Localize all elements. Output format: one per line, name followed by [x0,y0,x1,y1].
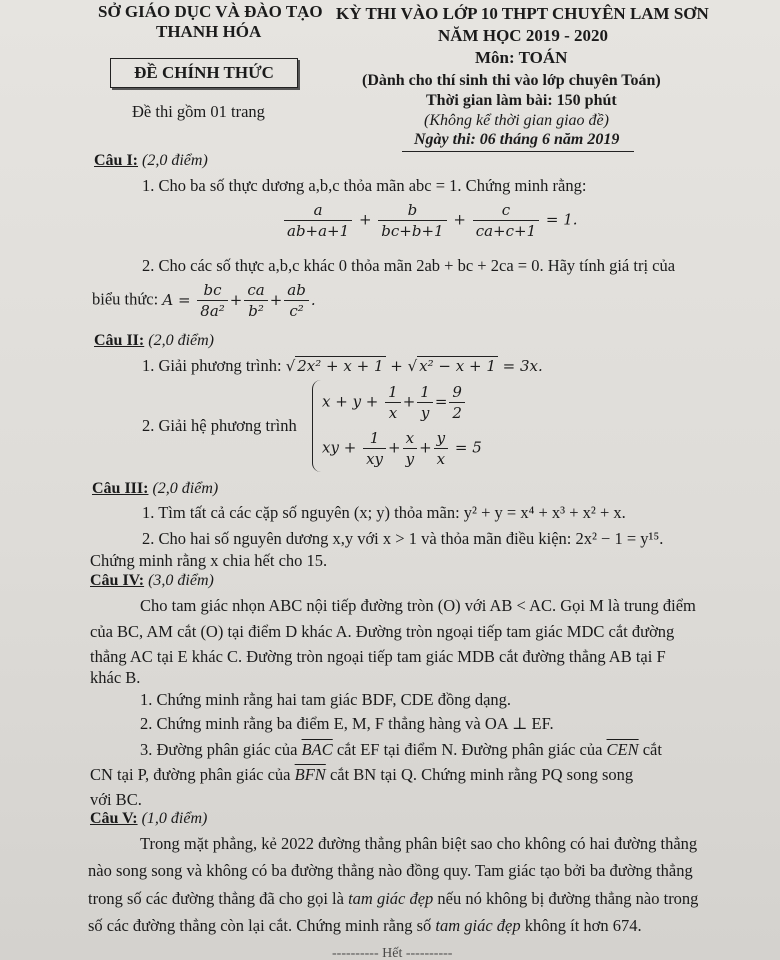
q1-part2: 2. Cho các số thực a,b,c khác 0 thỏa mãn 2ab + bc + 2ca = 0. Hãy tính giá trị của [142,256,676,275]
q5-line4 [88,916,642,936]
q1-fraction-3 [473,200,539,241]
q4-p3-e: cắt BN tại Q. Chứng minh rằng PQ song song [329,765,634,784]
q2-s1-f2-num: 1 [417,382,433,403]
q1-e1-den: 8a² [200,302,225,320]
q1-expression [92,280,316,321]
subject [475,48,567,68]
q1-f2-num: b [378,200,446,221]
q5-heading [90,810,207,828]
q2-s2-f3-den: x [436,450,446,468]
q3-title: Câu III: [92,480,149,497]
q3-part2-cont: Chứng minh rằng x chia hết cho 15. [90,551,328,570]
angle-cen: $\overline{CEN}$ [606,740,639,759]
q5-line2: nào song song và không có ba đường thẳng nào đồng quy. Tam giác tạo bởi ba đường thẳng [88,861,693,880]
duration: Thời gian làm bài: 150 phút [426,92,617,109]
q1-f3-den: ca+c+1 [475,222,537,240]
q2-s2-f1-num: 1 [363,428,386,449]
q1-e1-num: bc [197,280,228,301]
q5-line3 [88,889,698,909]
province-name: THANH HÓA [156,22,262,41]
q4-title: Câu IV: [90,572,145,589]
q4-p3-c: cắt [642,740,662,759]
q2-part1 [142,356,543,376]
angle-bac: $\overline{BAC}$ [301,740,333,759]
school-year: NĂM HỌC 2019 - 2020 [438,26,608,45]
date-underline [402,151,634,152]
q1-title: Câu I: [94,152,139,169]
q2-s1-frac-1 [385,382,401,423]
q2-part2: 2. Giải hệ phương trình [142,416,297,435]
q4-p3-d: CN tại P, đường phân giác của [90,765,291,784]
end-marker: ---------- Hết ---------- [332,946,453,960]
q5-l4-b: không ít hơn 674. [524,916,642,935]
q1-expression-formula: A = $\frac{bc}{\text{8a²}}$ + $\frac{ca}{\text{b²}}$ + $\frac{ab}{\text{c²}}$ . [162,281,316,320]
q1-e3-den: c² [289,302,304,320]
q2-s1-lead: x + y + [322,392,379,411]
q2-equation-end: = 3x. [502,357,543,375]
q2-s2-frac-1 [363,428,386,469]
q2-points: (2,0 điểm) [148,332,214,349]
official-label: ĐỀ CHÍNH THỨC [110,58,298,88]
q4-p3-b: cắt EF tại điểm N. Đường phân giác của [336,740,603,759]
q2-s1-f1-num: 1 [385,382,401,403]
q1-e-fraction-3 [284,280,309,321]
q3-heading [92,480,218,498]
q1-f2-den: bc+b+1 [381,222,444,240]
angle-bfn: $\overline{BFN}$ [294,765,326,784]
q2-s2-frac-2 [403,428,417,469]
q4-intro-line3: thẳng AC tại E khác C. Đường tròn ngoại tiếp tam giác MDB cắt đường thẳng AB tại F [90,647,666,666]
q5-term-1: tam giác đẹp [348,889,434,908]
q4-intro-line2: của BC, AM cắt (O) tại điểm D khác A. Đường tròn ngoại tiếp tam giác MDC cắt đường [90,622,675,641]
q1-e2-num: ca [244,280,267,301]
q1-e-fraction-1 [197,280,228,321]
q2-part1-text: 1. Giải phương trình: [142,356,282,375]
q1-expression-label: biểu thức: [92,289,159,309]
q2-s2-f2-den: y [405,450,415,468]
q2-s1-frac-2 [417,382,433,423]
q2-system-eq2: xy + $\frac{1}{xy}$ + $\frac{x}{y}$ + $\frac{y}{x}$ = 5 [322,429,482,468]
q2-equation: √ 2x² + x + 1 + √ x² − x + 1 = 3x. [285,357,543,375]
q2-s2-lead: xy + [322,438,357,457]
q1-f1-den: ab+a+1 [287,222,350,240]
q4-part3-line2 [90,765,633,785]
q2-s2-f2-num: x [403,428,417,449]
q4-p3-a: 3. Đường phân giác của [140,740,298,759]
department-name: SỞ GIÁO DỤC VÀ ĐÀO TẠO [98,2,323,21]
page-count: Đề thi gồm 01 trang [132,102,265,121]
q4-part1: 1. Chứng minh rằng hai tam giác BDF, CDE đồng dạng. [140,690,512,709]
q4-part2: 2. Chứng minh rằng ba điểm E, M, F thẳng hàng và OA ⊥ EF. [140,714,554,733]
q1-fraction-1 [284,200,352,241]
q4-intro-line1: Cho tam giác nhọn ABC nội tiếp đường tròn (O) với AB < AC. Gọi M là trung điểm [140,596,696,615]
q1-f1-num: a [284,200,352,221]
q1-fraction-2 [378,200,446,241]
q2-s2-frac-3 [434,428,448,469]
q3-part1: 1. Tìm tất cả các cặp số nguyên (x; y) thỏa mãn: y² + y = x⁴ + x³ + x² + x. [142,503,626,522]
q5-points: (1,0 điểm) [141,810,208,827]
q4-part3 [140,740,662,760]
q2-s2-f1-den: xy [366,450,383,468]
q2-system-eq1: x + y + $\frac{1}{x}$ + $\frac{1}{y}$ = $\frac{9}{2}$ [322,382,467,423]
q2-root-1: 2x² + x + 1 [297,357,384,375]
q4-intro-line4: khác B. [90,668,141,687]
q5-line1: Trong mặt phẳng, kẻ 2022 đường thẳng phân biệt sao cho không có hai đường thẳng [140,834,698,853]
q2-s2-end: = 5 [454,438,482,457]
system-brace [312,380,321,472]
q1-a-label: A = [162,290,191,309]
q1-f3-num: c [473,200,539,221]
q5-title: Câu V: [90,810,138,827]
q1-e-fraction-2 [244,280,267,321]
q1-part1: 1. Cho ba số thực dương a,b,c thỏa mãn abc = 1. Chứng minh rằng: [142,176,587,195]
q2-heading [94,332,214,350]
q2-root-2: x² − x + 1 [419,357,496,375]
duration-note: (Không kể thời gian giao đề) [424,112,609,129]
q1-e3-num: ab [284,280,309,301]
q2-title: Câu II: [94,332,145,349]
q5-l3-b: nếu nó không bị đường thẳng nào trong [437,889,699,908]
q4-heading [90,572,214,590]
q5-term-2: tam giác đẹp [435,916,521,935]
q2-s1-rhs-num: 9 [449,382,465,403]
q1-e2-den: b² [248,302,264,320]
q1-points: (2,0 điểm) [142,152,208,169]
q4-points: (3,0 điểm) [148,572,214,589]
q5-l3-a: trong số các đường thẳng đã cho gọi là [88,889,344,908]
q2-s1-f1-den: x [388,404,398,422]
q1-identity: $\frac{a}{ab+a+1}$ + $\frac{b}{bc+b+1}$ + $\frac{c}{ca+c+1}$ = 1. [282,200,578,241]
q2-s1-f2-den: y [420,404,430,422]
q3-points: (2,0 điểm) [152,480,219,497]
q2-s1-rhs-den: 2 [452,404,462,422]
q5-l4-a: số các đường thẳng còn lại cắt. Chứng minh rằng số [88,916,432,935]
q2-s1-rhs [449,382,465,423]
q2-s2-f3-num: y [434,428,448,449]
exam-title: KỲ THI VÀO LỚP 10 THPT CHUYÊN LAM SƠN [336,4,709,23]
q4-part3-line3: với BC. [90,790,142,809]
subject-text: Môn: TOÁN [475,48,568,67]
q1-heading [94,152,208,170]
exam-date: Ngày thi: 06 tháng 6 năm 2019 [414,131,620,148]
q1-identity-end: = 1. [545,210,578,229]
q3-part2: 2. Cho hai số nguyên dương x,y với x > 1 và thỏa mãn điều kiện: 2x² − 1 = y¹⁵. [142,529,664,548]
target-candidates: (Dành cho thí sinh thi vào lớp chuyên Toán) [362,72,661,89]
